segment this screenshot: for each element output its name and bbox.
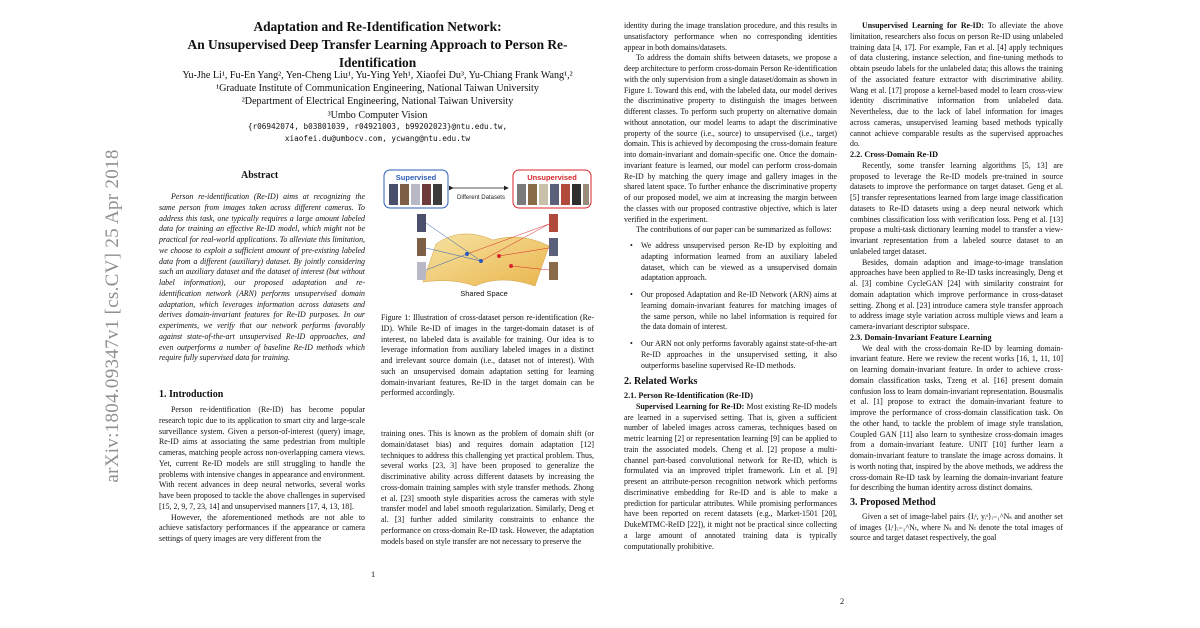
supervised-learning-text: Most existing Re-ID models are learned in a supervised setting. That is, given a sufficient number of labeled images across cameras, techniques based on metric learning [2] or representation learning [9] can be applied to train the associated models. Cheng et al. [2] propose a multi-channel part-based convolutional network for Re-ID, which is formulated via an improved triplet framework. Lin et al. [9] present an attribute-person recognition network which performs discriminative embedding for Re-ID and is able to make a prediction for particular attributes. While promising performances have been reported on recent datasets (e.g., Market-1501 [20], DukeMTMC-ReID [22]), it might not be practical since collecting a large amount of annotated training data is typically computationally prohibitive. bbox=[624, 401, 837, 551]
affiliation-3: ³Umbo Computer Vision bbox=[327, 109, 428, 121]
unsupervised-label: Unsupervised bbox=[527, 173, 577, 182]
left-samples bbox=[417, 214, 426, 280]
email-block bbox=[155, 121, 600, 145]
intro-continuation: identity during the image translation procedure, and this results in unsatisfactory performance when no corresponding identities appear in both domains/datasets. bbox=[624, 21, 837, 52]
contributions-list bbox=[624, 241, 837, 371]
paper-title bbox=[155, 18, 600, 72]
page2-left-column bbox=[624, 21, 837, 552]
page1-right-column-text: training ones. This is known as the problem of domain shift (or domain/dataset bias) and requires domain adaptation [12] techniques to address this challenging yet practical problem. Thus, several works [23, 3] have been proposed to generalize the discriminative ability across different datasets by increasing the cross-domain training samples with style transfer methods. Zhong et al. [23] smooth style disparities across the cameras with style transfer model and label smooth regularization. Similarly, Deng et al. [3] further added similarity constraints to enhance the performance on cross-domain Re-ID task. However, the adaptation models based on style transfer are not necessary to preserve the bbox=[381, 429, 594, 546]
cross-domain-paragraph-1: Recently, some transfer learning algorithms [5, 13] are proposed to leverage the Re-ID models pre-trained in source datasets to improve the performance on target dataset. Geng et al. [5] transfer representations learned from large image classification datasets to Re-ID datasets using a deep neural network which combines classification loss with verification loss. Peng et al. [13] propose a multi-task dictionary learning model to transfer a view-invariant representation from a labeled source dataset to an unlabeled target dataset. bbox=[850, 160, 1063, 256]
figure-1-caption: Figure 1: Illustration of cross-dataset person re-identification (Re-ID). While Re-ID of images in the target-domain dataset is of interest, no labeled data is available for training. Our idea is to leverage information from auxiliary labeled images in a distinct and irrelevant source domain (i.e., dataset not of interest). With such an unsupervised domain adaptation setting for learning domain-invariant features, Re-ID in the target domain can be performed accordingly. bbox=[381, 313, 594, 398]
proposed-method-heading: 3. Proposed Method bbox=[850, 497, 936, 508]
domain-invariant-text: We deal with the cross-domain Re-ID by learning domain-invariant feature. Here we review the recent works [16, 1, 11, 10] on learning domain-invariant feature. In order to achieve cross-domain classification tasks, Tzeng et al. [16] present domain confusion loss to learn domain-invariant representation. Bousmalis et al. [1] propose to extract the domain-invariant feature to improve the performance of cross-domain classification task. On the other hand, to tackle the problem of image style translation, Coupled GAN [11] also learn to synthesize cross-domain images from a domain-invariant feature. UNIT [10] further learn a domain-invariant feature to translate the image across domains. It is worth noting that, inspired by the above methods, we address the cross-domain Re-ID task by learning the domain-invariant feature for describing the human identity across distinct domains. bbox=[850, 343, 1063, 493]
introduction-heading: 1. Introduction bbox=[159, 389, 224, 400]
related-works-heading: 2. Related Works bbox=[624, 376, 698, 388]
shared-space-label: Shared Space bbox=[460, 289, 508, 298]
title-line-2: An Unsupervised Deep Transfer Learning Approach to Person Re-Identification bbox=[187, 37, 568, 70]
author-block bbox=[155, 69, 600, 122]
unsupervised-learning-text: To alleviate the above limitation, researchers also focus on person Re-ID using unlabeled training data [4, 17]. For example, Fan et al. [4] apply techniques of data clustering, instance selection, and fine-tuning methods to obtain pseudo labels for the unlabeled data; this allows the training of the associated feature extractor with discriminative ability. Wang et al. [17] propose a kernel-based model to learn cross-view identity discriminative information from unlabeled data. Nevertheless, due to the lack of label information for images across cameras, unsupervised learning based methods typically cannot achieve comparable results as the supervised approaches do. bbox=[850, 21, 1063, 149]
supervised-thumbnails bbox=[389, 184, 442, 205]
domain-invariant-subheading: 2.3. Domain-Invariant Feature Learning bbox=[850, 332, 992, 342]
shared-space-surface bbox=[423, 234, 549, 286]
intro-paragraph-1: Person re-identification (Re-ID) has become popular research topic due to its application to smart city and large-scale surveillance system. Given a person-of-interest (query) image, Re-ID aims at associating the same pedestrian from multiple cameras, matching people across non-overlapping camera views. Yet, current Re-ID models are still struggling to handle the problems with intensive changes in appearance and environment. With recent advances in deep neural networks, several works have been proposed to tackle the above challenges in supervised [15, 2, 9, 7, 23, 14] and unsupervised manners [17, 4, 13, 18]. bbox=[159, 405, 365, 511]
introduction-body bbox=[159, 405, 365, 545]
supervised-learning-lead: Supervised Learning for Re-ID: bbox=[636, 401, 745, 411]
email-line-2: xiaofei.du@umbocv.com, ycwang@ntu.edu.tw bbox=[284, 134, 471, 143]
figure-1-diagram bbox=[381, 166, 594, 300]
cross-domain-paragraph-2: Besides, domain adaption and image-to-image translation approaches have been applied to Re-ID tasks increasingly, Deng et al. [3] combine CycleGAN [24] with similarity constraint for domain adaptation which improve performance in cross-dataset setting. Zhong et al. [23] introduce camera style transfer approach to address image style variation across multiple views and learn a camera-invariant descriptor subspace. bbox=[850, 257, 1063, 331]
page2-right-column bbox=[850, 21, 1063, 544]
contribution-item: • Our proposed Adaptation and Re-ID Network (ARN) aims at learning domain-invariant features for matching images of the same person, while no label information is required for the data domain of interest. bbox=[624, 290, 837, 333]
cross-domain-subheading: 2.2. Cross-Domain Re-ID bbox=[850, 150, 939, 159]
different-datasets-label: Different Datasets bbox=[457, 195, 505, 201]
page-number-2: 2 bbox=[840, 597, 845, 606]
unsupervised-learning-lead: Unsupervised Learning for Re-ID: bbox=[862, 21, 985, 30]
affiliation-2: ²Department of Electrical Engineering, National Taiwan University bbox=[241, 96, 514, 108]
contributions-intro: The contributions of our paper can be summarized as follows: bbox=[636, 225, 832, 235]
author-list: Yu-Jhe Li¹, Fu-En Yang², Yen-Cheng Liu¹, Yu-Ying Yeh¹, Xiaofei Du³, Yu-Chiang Frank Wang¹,² bbox=[182, 70, 573, 81]
person-reid-subheading: 2.1. Person Re-Identification (Re-ID) bbox=[624, 391, 753, 400]
abstract-text: Person re-identification (Re-ID) aims at recognizing the same person from images taken across different cameras. To address this task, one typically requires a large amount labeled data for training an effective Re-ID model, which might not be practical for real-world applications. To alleviate this limitation, we choose to exploit a sufficient amount of pre-existing labeled data from a different (auxiliary) dataset. By jointly considering such an auxiliary dataset and the dataset of interest (but without label information), our proposed adaptation and re-identification network (ARN) performs unsupervised domain adaptation, which leverages information across datasets and derives domain-invariant features for Re-ID purposes. In our experiments, we verify that our network performs favorably against state-of-the-art unsupervised Re-ID approaches, and even outperforms a number of baseline Re-ID methods which require fully supervised data for training. bbox=[159, 192, 365, 363]
email-line-1: {r06942074, b03801039, r04921003, b99202023}@ntu.edu.tw, bbox=[247, 122, 508, 131]
proposed-method-text: Given a set of image-label pairs {Iᵢˢ, yᵢˢ}ᵢ₌₁^Nₛ and another set of images {Iᵢᵗ}ᵢ₌₁^Nₜ, where Nₛ and Nₜ denote the total images of source and target dataset respectively, the goal bbox=[850, 511, 1063, 543]
abstract-heading: Abstract bbox=[241, 170, 279, 181]
intro-paragraph-3: To address the domain shifts between datasets, we propose a deep architecture to perform cross-domain Person Re-identification with the only supervision from a single dataset/domain as shown in Figure 1. Toward this end, with the labeled data, our model derives the discriminative property to distinguish the images between different classes. To perform such property on alternative domain without annotation, our model learns to adapt the discriminative property of the source (i.e., source) to unsupervised (i.e., target) domain. This is achieved by decomposing the cross-domain feature into domain-invariant and domain-specific one. Once the domain-invariant feature is learned, our model can perform cross-domain Re-ID by matching the query image and gallery images in the shared latent space. To further enhance the discriminative property of our proposed model, we aim at increasing the margin between the classes with our proposed contrastive objective, which is later verified in the experiment. bbox=[624, 53, 837, 224]
supervised-label: Supervised bbox=[395, 173, 437, 182]
page-2 bbox=[600, 0, 1200, 628]
contribution-item: • Our ARN not only performs favorably against state-of-the-art Re-ID approaches in the unsupervised setting, it also outperforms baseline supervised Re-ID methods. bbox=[624, 339, 837, 371]
contribution-item: • We address unsupervised person Re-ID by exploiting and adapting information learned from an auxiliary labeled dataset, which can be viewed as a unsupervised domain adaptation approach. bbox=[624, 241, 837, 284]
page-number-1: 1 bbox=[371, 570, 376, 579]
affiliation-1: ¹Graduate Institute of Communication Engineering, National Taiwan University bbox=[216, 83, 539, 95]
intro-paragraph-2: However, the aforementioned methods are not able to achieve satisfactory performances if the appearance or camera settings of query images are very different from the bbox=[159, 512, 365, 543]
right-samples bbox=[549, 214, 558, 280]
title-line-1: Adaptation and Re-Identification Network: bbox=[253, 19, 502, 34]
arxiv-stamp: arXiv:1804.09347v1 [cs.CV] 25 Apr 2018 bbox=[102, 149, 123, 483]
